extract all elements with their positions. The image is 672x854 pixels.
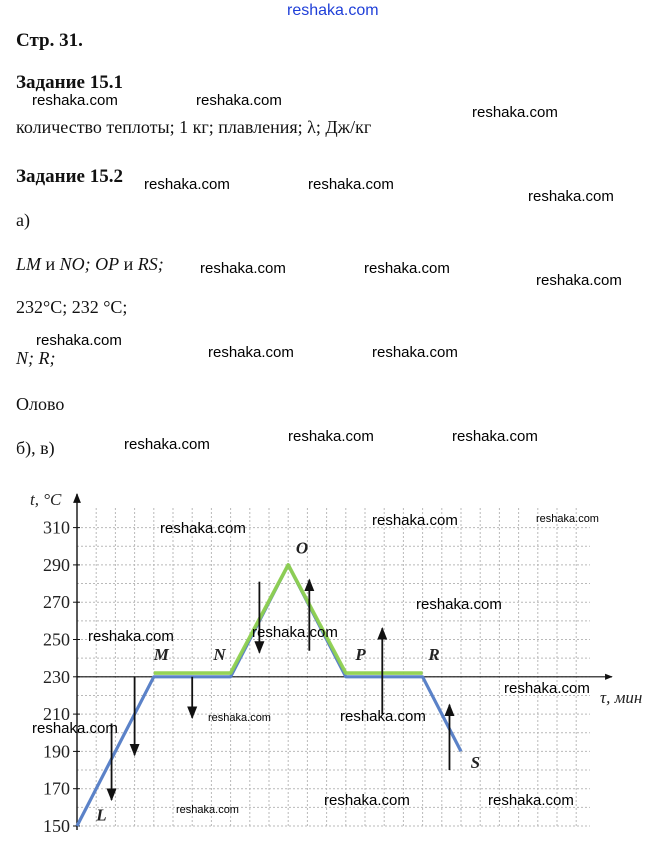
y-tick-label: 270	[43, 592, 70, 613]
watermark: reshaka.com	[504, 680, 590, 697]
task-15-1-title: Задание 15.1	[16, 72, 123, 93]
watermark: reshaka.com	[288, 428, 374, 445]
watermark: reshaka.com	[88, 628, 174, 645]
watermark: reshaka.com	[208, 712, 271, 724]
watermark: reshaka.com	[176, 804, 239, 816]
y-tick-label: 250	[43, 629, 70, 650]
watermark: reshaka.com	[287, 2, 379, 19]
watermark: reshaka.com	[160, 520, 246, 537]
x-axis-label: τ, мин	[600, 687, 643, 707]
watermark: reshaka.com	[200, 260, 286, 277]
conjunction: и	[123, 254, 134, 274]
conjunction: и	[45, 254, 56, 274]
task-15-1-answer: количество теплоты; 1 кг; плавления; λ; Дж/кг	[16, 117, 372, 137]
part-a-label: а)	[16, 210, 30, 230]
watermark: reshaka.com	[488, 792, 574, 809]
watermark: reshaka.com	[364, 260, 450, 277]
watermark: reshaka.com	[32, 92, 118, 109]
point-label: N	[213, 645, 226, 665]
watermark: reshaka.com	[124, 436, 210, 453]
watermark: reshaka.com	[416, 596, 502, 613]
watermark: reshaka.com	[308, 176, 394, 193]
watermark: reshaka.com	[340, 708, 426, 725]
part-bv-label: б), в)	[16, 438, 55, 458]
temperatures-line: 232°C; 232 °C;	[16, 297, 128, 317]
y-tick-label: 230	[43, 666, 70, 687]
watermark: reshaka.com	[196, 92, 282, 109]
segment-no-op: NO; OP	[59, 254, 120, 274]
watermark: reshaka.com	[452, 428, 538, 445]
y-tick-label: 210	[43, 704, 70, 725]
watermark: reshaka.com	[536, 272, 622, 289]
y-axis-label: t, °C	[30, 490, 62, 509]
point-label: M	[153, 645, 169, 665]
highlight-line	[154, 565, 423, 673]
watermark: reshaka.com	[324, 792, 410, 809]
point-label: R	[428, 645, 440, 665]
watermark: reshaka.com	[372, 344, 458, 361]
point-label: S	[470, 753, 481, 773]
watermark: reshaka.com	[536, 513, 599, 525]
page-label: Стр. 31.	[16, 30, 83, 51]
watermark: reshaka.com	[528, 188, 614, 205]
watermark: reshaka.com	[208, 344, 294, 361]
y-tick-label: 190	[43, 741, 70, 762]
segment-lm: LM	[16, 254, 42, 274]
watermark: reshaka.com	[252, 624, 338, 641]
watermark: reshaka.com	[32, 720, 118, 737]
substance-answer: Олово	[16, 394, 65, 414]
watermark: reshaka.com	[372, 512, 458, 529]
y-tick-label: 310	[43, 517, 70, 538]
task-15-2-title: Задание 15.2	[16, 166, 123, 187]
point-label: O	[295, 538, 309, 558]
segment-rs: RS;	[137, 254, 164, 274]
y-tick-label: 170	[43, 778, 70, 799]
point-label: L	[96, 805, 107, 825]
series-line	[77, 565, 461, 826]
segments-line	[16, 254, 164, 275]
watermark: reshaka.com	[472, 104, 558, 121]
y-tick-label: 150	[43, 816, 70, 836]
points-line: N; R;	[16, 348, 56, 368]
point-label: P	[355, 645, 366, 665]
y-tick-label: 290	[43, 554, 70, 575]
watermark: reshaka.com	[36, 332, 122, 349]
watermark: reshaka.com	[144, 176, 230, 193]
